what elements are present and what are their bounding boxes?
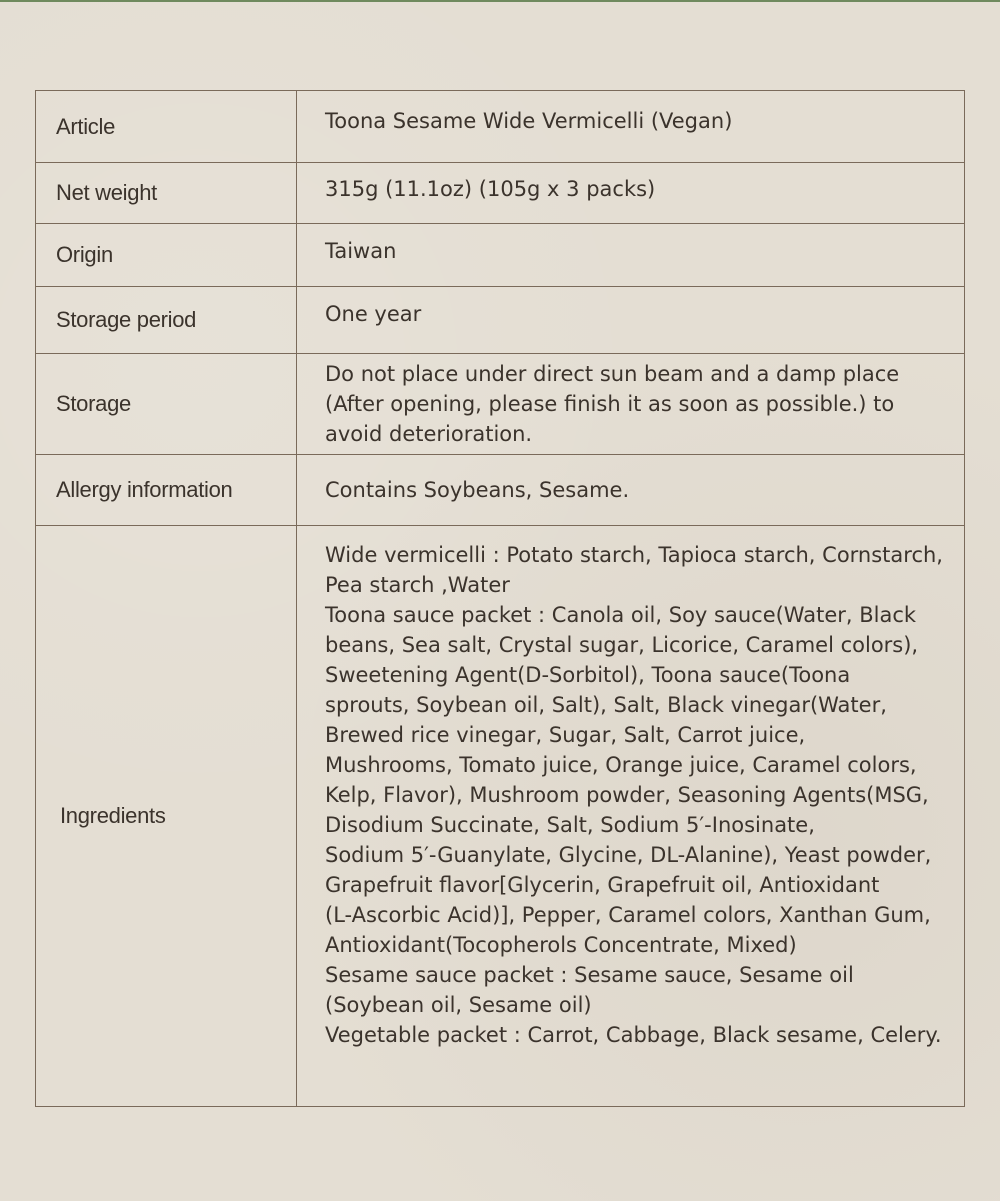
- value-net-weight-text: 315g (11.1oz) (105g x 3 packs): [325, 177, 656, 201]
- ingredients-line: Toona sauce packet : Canola oil, Soy sauce(Water, Black: [325, 603, 917, 627]
- label-article: Article: [36, 91, 297, 163]
- label-ingredients: Ingredients: [36, 526, 297, 1107]
- value-origin: [297, 224, 965, 287]
- ingredients-line: Wide vermicelli : Potato starch, Tapioca starch, Cornstarch,: [325, 543, 943, 567]
- ingredients-line: Brewed rice vinegar, Sugar, Salt, Carrot juice,: [325, 723, 806, 747]
- table-row-allergy: [36, 455, 965, 526]
- table-row-article: [36, 91, 965, 163]
- ingredients-line: Disodium Succinate, Salt, Sodium 5′-Inosinate,: [325, 813, 815, 837]
- value-storage: [297, 354, 965, 455]
- table-row-ingredients: [36, 526, 965, 1107]
- ingredients-line: Pea starch ,Water: [325, 573, 510, 597]
- ingredients-line: Vegetable packet : Carrot, Cabbage, Black sesame, Celery.: [325, 1023, 942, 1047]
- label-allergy: Allergy information: [36, 455, 297, 526]
- value-origin-text: Taiwan: [325, 239, 397, 263]
- value-article: [297, 91, 965, 163]
- table-row-storage: [36, 354, 965, 455]
- value-ingredients: [297, 526, 965, 1107]
- ingredients-line: Antioxidant(Tocopherols Concentrate, Mixed): [325, 933, 797, 957]
- label-storage-period: Storage period: [36, 287, 297, 354]
- ingredients-line: Grapefruit flavor[Glycerin, Grapefruit oil, Antioxidant: [325, 873, 880, 897]
- value-net-weight: [297, 163, 965, 224]
- ingredients-line: beans, Sea salt, Crystal sugar, Licorice, Caramel colors),: [325, 633, 919, 657]
- value-allergy-text: Contains Soybeans, Sesame.: [325, 478, 630, 502]
- table-row-origin: [36, 224, 965, 287]
- value-storage-period: [297, 287, 965, 354]
- ingredients-line: (L-Ascorbic Acid)], Pepper, Caramel colors, Xanthan Gum,: [325, 903, 931, 927]
- value-storage-period-text: One year: [325, 302, 422, 326]
- ingredients-line: (Soybean oil, Sesame oil): [325, 993, 592, 1017]
- ingredients-line: sprouts, Soybean oil, Salt), Salt, Black vinegar(Water,: [325, 693, 887, 717]
- label-storage: Storage: [36, 354, 297, 455]
- top-accent-line: [0, 0, 1000, 2]
- ingredients-line: Sweetening Agent(D-Sorbitol), Toona sauce(Toona: [325, 663, 851, 687]
- value-storage-text: Do not place under direct sun beam and a damp place (After opening, please finish it as soon as possible.) to avoid deterioration.: [325, 362, 900, 446]
- value-article-text: Toona Sesame Wide Vermicelli (Vegan): [325, 108, 733, 133]
- ingredients-line: Kelp, Flavor), Mushroom powder, Seasoning Agents(MSG,: [325, 783, 929, 807]
- ingredients-line: Mushrooms, Tomato juice, Orange juice, Caramel colors,: [325, 753, 917, 777]
- value-allergy: [297, 455, 965, 526]
- label-origin: Origin: [36, 224, 297, 287]
- ingredients-line: Sesame sauce packet : Sesame sauce, Sesame oil: [325, 963, 854, 987]
- table-row-net-weight: [36, 163, 965, 224]
- ingredients-line: Sodium 5′-Guanylate, Glycine, DL-Alanine), Yeast powder,: [325, 843, 932, 867]
- product-spec-table: [35, 90, 965, 1107]
- label-net-weight: Net weight: [36, 163, 297, 224]
- table-row-storage-period: [36, 287, 965, 354]
